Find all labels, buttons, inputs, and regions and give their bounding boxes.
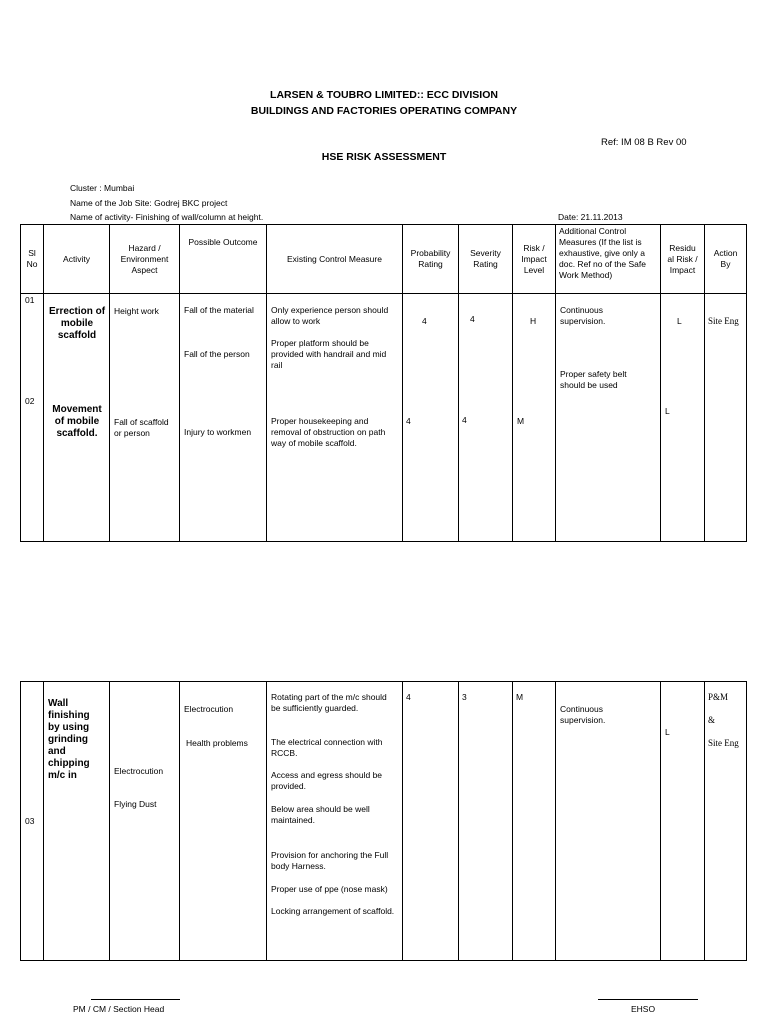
sl-no-03: 03 (25, 816, 35, 826)
activity-erection: Errection of mobile scaffold (48, 306, 106, 341)
risk-level-03: M (516, 692, 524, 702)
col-header-outcome: Possible Outcome (180, 225, 267, 294)
residual-risk-02: L (665, 406, 670, 416)
hazard-fall-scaffold: Fall of scaffold or person (114, 417, 169, 438)
risk-level-01: H (530, 316, 537, 326)
col-header-additional-control: Additional Control Measures (If the list is exhaustive, give only a doc. Ref no of the Safe Work Method) (556, 225, 661, 294)
col-header-residual-risk: Residu al Risk / Impact (661, 225, 705, 294)
col-header-activity: Activity (44, 225, 110, 294)
outcome-injury: Injury to workmen (184, 427, 252, 437)
control-harness-anchoring: Provision for anchoring the Full body Harness. (271, 850, 389, 871)
document-ref: Ref: IM 08 B Rev 00 (601, 137, 687, 148)
control-platform-handrail: Proper platform should be provided with handrail and mid rail (271, 338, 387, 370)
activity-name-label: Name of activity- Finishing of wall/column at height. (70, 212, 264, 222)
signature-line-left (91, 999, 180, 1000)
risk-level-02: M (517, 416, 525, 426)
col-header-severity: Severity Rating (459, 225, 513, 294)
col-header-existing-control: Existing Control Measure (267, 225, 403, 294)
outcome-health-problems: Health problems (186, 738, 248, 748)
control-scaffold-locking: Locking arrangement of scaffold. (271, 906, 395, 916)
hazard-electrocution: Electrocution (114, 766, 164, 776)
residual-risk-03: L (665, 727, 670, 737)
outcome-fall-material: Fall of the material (184, 305, 254, 315)
activity-movement: Movement of mobile scaffold. (52, 404, 102, 439)
cluster-label: Cluster : Mumbai (70, 183, 135, 193)
control-ppe: Proper use of ppe (nose mask) (271, 884, 388, 894)
sl-no-01: 01 (25, 295, 35, 305)
severity-rating-01: 4 (470, 314, 475, 324)
col-header-action-by: Action By (705, 225, 747, 294)
col-header-probability: Probability Rating (403, 225, 459, 294)
control-below-area: Below area should be well maintained. (271, 804, 370, 825)
action-by-site-eng: Site Eng (708, 738, 739, 748)
hazard-height-work: Height work (114, 306, 159, 316)
company-name: LARSEN & TOUBRO LIMITED:: ECC DIVISION (270, 89, 498, 101)
risk-table-1 (20, 224, 747, 542)
control-experienced-person: Only experience person should allow to work (271, 305, 389, 326)
outcome-electrocution: Electrocution (184, 704, 234, 714)
action-by-and: & (708, 715, 716, 725)
hazard-flying-dust: Flying Dust (114, 799, 157, 809)
action-by-01: Site Eng (708, 316, 739, 326)
table-row (21, 294, 747, 542)
additional-continuous-supervision: Continuous supervision. (560, 305, 606, 326)
job-site-label: Name of the Job Site: Godrej BKC project (70, 198, 228, 208)
activity-wall-finishing: Wall finishing by using grinding and chipping m/c in (48, 698, 90, 781)
probability-rating-01: 4 (422, 316, 427, 326)
col-header-risk-level: Risk / Impact Level (513, 225, 556, 294)
division-name: BUILDINGS AND FACTORIES OPERATING COMPANY (250, 105, 518, 117)
signature-label-ehso: EHSO (631, 1004, 656, 1014)
additional-safety-belt: Proper safety belt should be used (560, 369, 627, 390)
severity-rating-02: 4 (462, 415, 467, 425)
control-access-egress: Access and egress should be provided. (271, 770, 383, 791)
date-label: Date: 21.11.2013 (558, 212, 623, 222)
probability-rating-02: 4 (406, 416, 411, 426)
col-header-sl-no: Sl No (21, 225, 44, 294)
signature-label-pm: PM / CM / Section Head (73, 1004, 165, 1014)
control-rotating-part: Rotating part of the m/c should be sufficiently guarded. (271, 692, 387, 713)
action-by-pm: P&M (708, 692, 729, 702)
control-housekeeping: Proper housekeeping and removal of obstruction on path way of mobile scaffold. (271, 416, 386, 448)
probability-rating-03: 4 (406, 692, 411, 702)
severity-rating-03: 3 (462, 692, 467, 702)
control-rccb: The electrical connection with RCCB. (271, 737, 383, 758)
outcome-fall-person: Fall of the person (184, 349, 250, 359)
sl-no-02: 02 (25, 396, 35, 406)
residual-risk-01: L (677, 316, 682, 326)
col-header-hazard: Hazard / Environment Aspect (110, 225, 180, 294)
table-header-row (21, 225, 747, 294)
risk-table-2 (20, 681, 747, 961)
signature-line-right (598, 999, 698, 1000)
page-title: HSE RISK ASSESSMENT (321, 151, 447, 163)
additional-continuous-supervision-03: Continuous supervision. (560, 704, 606, 725)
table-row (21, 682, 747, 961)
